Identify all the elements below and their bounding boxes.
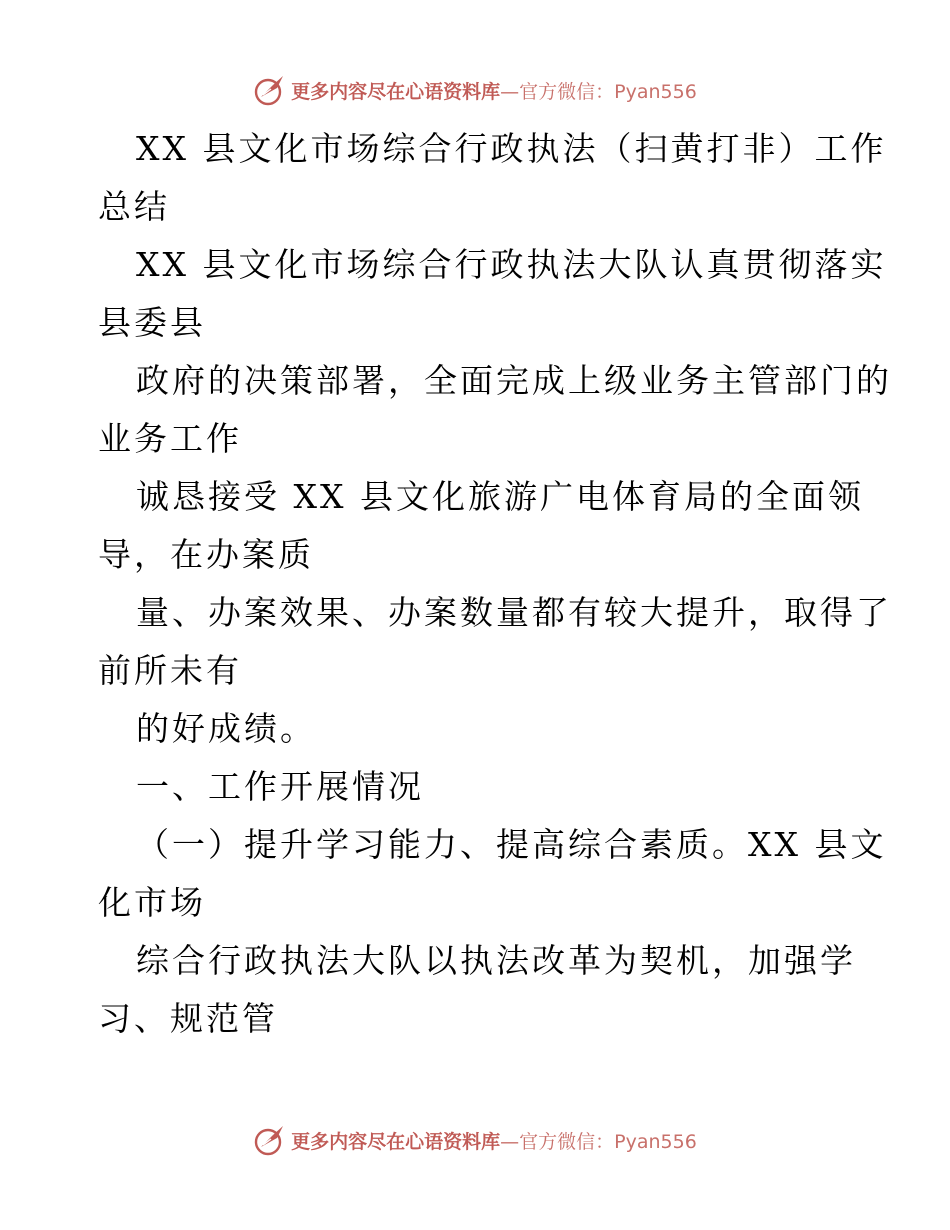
text-line: 的好成绩。	[136, 709, 316, 748]
text-line: 一、工作开展情况	[136, 767, 424, 806]
footer-watermark	[0, 1120, 950, 1160]
text-line: 化市场	[98, 883, 206, 922]
text-line: 诚恳接受 XX 县文化旅游广电体育局的全面领	[136, 477, 864, 516]
document-body	[98, 120, 892, 1048]
watermark-text: 更多内容尽在心语资料库—官方微信：Pyan556	[291, 80, 697, 103]
text-line: 量、办案效果、办案数量都有较大提升，取得了	[136, 593, 892, 632]
text-line: 政府的决策部署，全面完成上级业务主管部门的	[136, 361, 892, 400]
text-line: 综合行政执法大队以执法改革为契机，加强学	[136, 941, 856, 980]
text-line: 县委县	[98, 303, 206, 342]
watermark-text: 更多内容尽在心语资料库—官方微信：Pyan556	[291, 1130, 697, 1153]
quill-logo-icon	[253, 1123, 287, 1157]
text-line: 习、规范管	[98, 999, 278, 1038]
text-line: XX 县文化市场综合行政执法大队认真贯彻落实	[136, 245, 887, 284]
text-line: 总结	[98, 187, 170, 226]
header-watermark	[0, 70, 950, 110]
text-line: 导，在办案质	[98, 535, 314, 574]
text-line: XX 县文化市场综合行政执法（扫黄打非）工作	[136, 129, 887, 168]
quill-logo-icon	[253, 73, 287, 107]
text-line: 业务工作	[98, 419, 242, 458]
text-line: 前所未有	[98, 651, 242, 690]
text-line: （一）提升学习能力、提高综合素质。XX 县文	[136, 825, 887, 864]
